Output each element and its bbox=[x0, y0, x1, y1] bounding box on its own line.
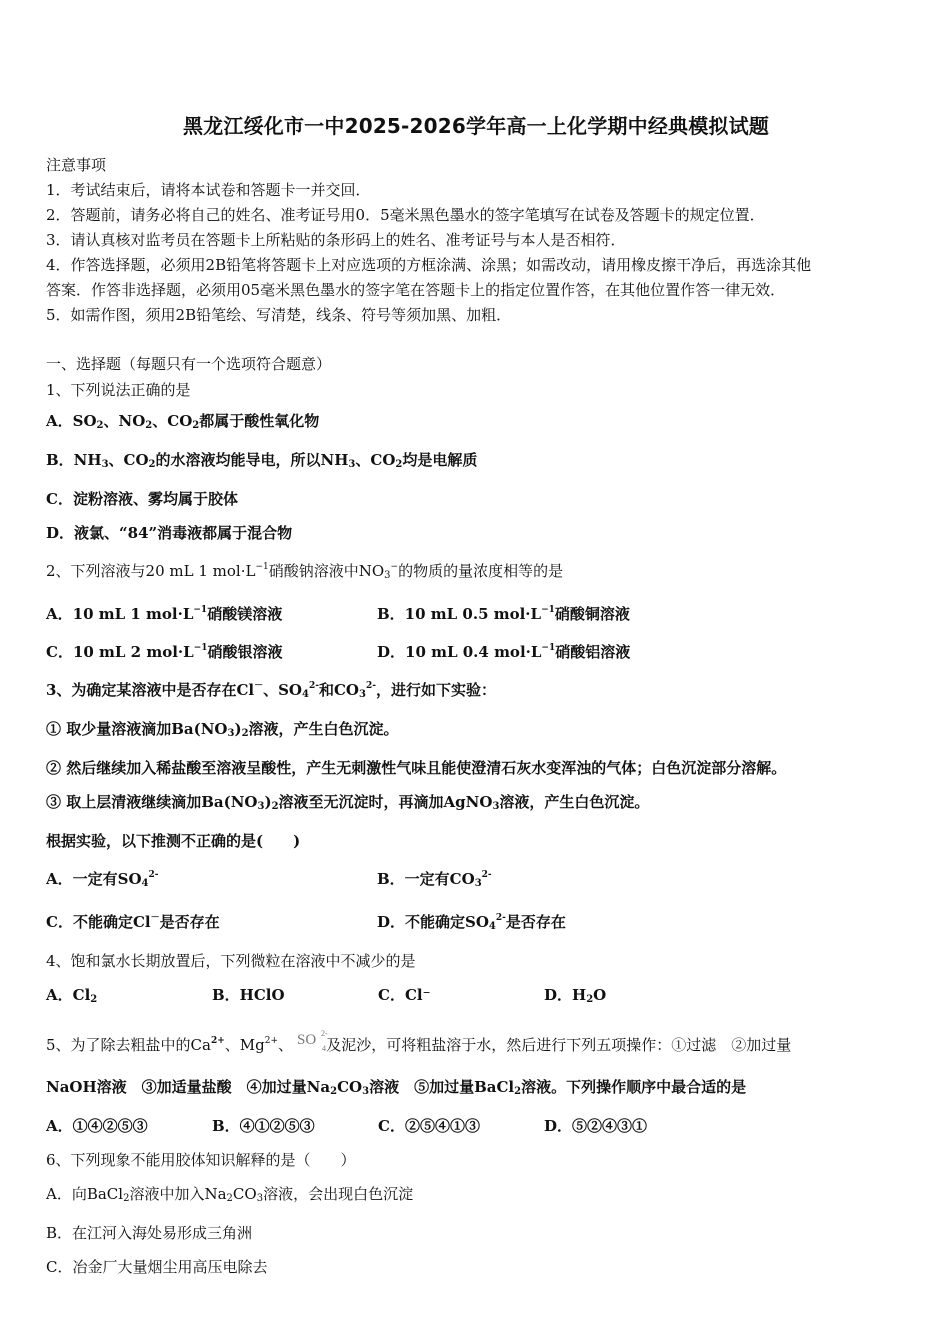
notice-item: 1．考试结束后，请将本试卷和答题卡一并交回． bbox=[46, 181, 371, 199]
option-c: C．②⑤④①③ bbox=[378, 1117, 480, 1135]
experiment-step-1: ① 取少量溶液滴加$Ba(NO_3)_2$溶液，产生白色沉淀。 bbox=[46, 720, 399, 739]
exam-page bbox=[46, 110, 906, 1284]
notice-item: 答案．作答非选择题，必须用05毫米黑色墨水的签字笔在答题卡上的指定位置作答，在其他位置作答一律无效． bbox=[46, 281, 786, 299]
section-heading: 一、选择题（每题只有一个选项符合题意） bbox=[46, 355, 332, 373]
option-a: A．向BaCl$_2$溶液中加入$Na_2CO_3$溶液，会出现白色沉淀 bbox=[46, 1185, 414, 1204]
option-b: B．一定有$CO_3^{2-}$ bbox=[377, 870, 492, 889]
option-a: A．一定有$SO_4^{2-}$ bbox=[46, 870, 159, 889]
option-b: B．$NH_3$、$CO_2$的水溶液均能导电，所以$NH_3$、$CO_2$均是电解质 bbox=[46, 451, 478, 470]
option-b: B．在江河入海处易形成三角洲 bbox=[46, 1224, 253, 1242]
question-6 bbox=[46, 1143, 906, 1284]
question-ask: 根据实验，以下推测不正确的是( ) bbox=[46, 832, 301, 850]
option-d: D．不能确定$SO_4^{2-}$是否存在 bbox=[377, 913, 566, 932]
question-5 bbox=[46, 1017, 906, 1143]
option-c: C．淀粉溶液、雾均属于胶体 bbox=[46, 490, 238, 508]
option-b: B．HClO bbox=[212, 986, 285, 1004]
option-a: A．①④②⑤③ bbox=[46, 1117, 148, 1135]
option-a: A．$Cl_2$ bbox=[46, 986, 98, 1005]
question-stem-cont: NaOH溶液 ③加适量盐酸 ④加过量$Na_2CO_3$溶液 ⑤加过量BaCl$_2$溶液。下列操作顺序中最合适的是 bbox=[46, 1078, 747, 1097]
question-3 bbox=[46, 669, 906, 944]
question-stem: 2、下列溶液与20 mL 1 $mol\cdot L^{-1}$硝酸钠溶液中$NO_3^-$的物质的量浓度相等的是 bbox=[46, 562, 564, 581]
notice-block bbox=[46, 153, 906, 328]
notice-item: 3．请认真核对监考员在答题卡上所粘贴的条形码上的姓名、准考证号与本人是否相符． bbox=[46, 231, 626, 249]
option-b: B．10 mL 0.5 $mol\cdot L^{-1}$硝酸铜溶液 bbox=[377, 605, 630, 623]
notice-item: 5．如需作图，须用2B铅笔绘、写清楚，线条、符号等须加黑、加粗． bbox=[46, 306, 512, 324]
question-2 bbox=[46, 550, 906, 669]
option-a: A．$SO_2$、$NO_2$、$CO_2$都属于酸性氧化物 bbox=[46, 412, 320, 431]
option-c: C．不能确定Cl－是否存在 bbox=[46, 913, 220, 931]
page-title: 黑龙江绥化市一中2025-2026学年高一上化学期中经典模拟试题 bbox=[182, 114, 770, 138]
question-4 bbox=[46, 944, 906, 1017]
question-stem: 4、饱和氯水长期放置后，下列微粒在溶液中不减少的是 bbox=[46, 952, 416, 970]
question-stem: 3、为确定某溶液中是否存在Cl－、$SO_4^{2-}$和$CO_3^{2-}$，进行如下实验： bbox=[46, 681, 496, 700]
notice-item: 2．答题前，请务必将自己的姓名、准考证号用0．5毫米黑色墨水的签字笔填写在试卷及答题卡的规定位置． bbox=[46, 206, 765, 224]
question-1 bbox=[46, 377, 906, 550]
question-stem: 1、下列说法正确的是 bbox=[46, 381, 191, 399]
option-c: C．Cl⁻ bbox=[378, 986, 431, 1004]
notice-item: 4．作答选择题，必须用2B铅笔将答题卡上对应选项的方框涂满、涂黑；如需改动，请用橡皮擦干净后，再选涂其他 bbox=[46, 256, 812, 274]
experiment-step-2: ② 然后继续加入稀盐酸至溶液呈酸性，产生无刺激性气味且能使澄清石灰水变浑浊的气体；白色沉淀部分溶解。 bbox=[46, 759, 787, 777]
option-d: D．⑤②④③① bbox=[544, 1117, 648, 1135]
experiment-step-3: ③ 取上层清液继续滴加$Ba(NO_3)_2$溶液至无沉淀时，再滴加AgNO$_3$溶液，产生白色沉淀。 bbox=[46, 793, 650, 812]
option-c: C．冶金厂大量烟尘用高压电除去 bbox=[46, 1258, 268, 1276]
question-stem: 6、下列现象不能用胶体知识解释的是（ ） bbox=[46, 1151, 356, 1169]
option-d: D．液氯、“84”消毒液都属于混合物 bbox=[46, 524, 293, 542]
sulfate-formula: SO 2- 4 bbox=[297, 1029, 328, 1053]
question-stem: 5、为了除去粗盐中的$Ca^{2+}$、$Mg^{2+}$、 SO 2- 4 及泥沙，可将粗盐溶于水，然后进行下列五项操作：①过滤 ②加过量 bbox=[46, 1017, 906, 1068]
option-a: A．10 mL 1 $mol\cdot L^{-1}$硝酸镁溶液 bbox=[46, 605, 283, 623]
notice-heading: 注意事项 bbox=[46, 156, 107, 174]
option-d: D．10 mL 0.4 $mol\cdot L^{-1}$硝酸铝溶液 bbox=[377, 643, 631, 661]
option-c: C．10 mL 2 $mol\cdot L^{-1}$硝酸银溶液 bbox=[46, 643, 283, 661]
option-b: B．④①②⑤③ bbox=[212, 1117, 315, 1135]
option-d: D．$H_2O$ bbox=[544, 986, 607, 1005]
